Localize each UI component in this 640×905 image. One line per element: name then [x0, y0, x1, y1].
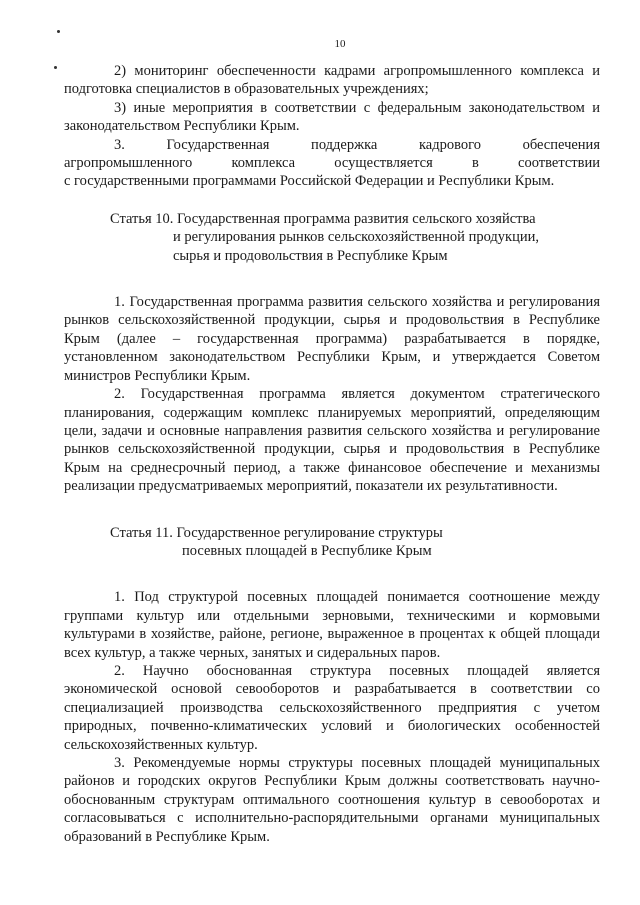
paragraph-line: 3. Государственная поддержка кадрового обеспечения: [114, 136, 600, 153]
article-title-line: посевных площадей в Республике Крым: [182, 542, 432, 559]
paragraph-monitoring: 2) мониторинг обеспеченности кадрами агропромышленного комплекса и подготовка специалистов в образовательных учреждениях;: [64, 63, 600, 98]
document-body: [64, 62, 600, 846]
article-title-line: Статья 10. Государственная программа развития сельского хозяйства: [110, 210, 536, 227]
article-11-paragraph-2: 2. Научно обоснованная структура посевных площадей является экономической основой севооборотов и разрабатывается в соответствии со специализацией производства сельскохозяйственного предприятия с учетом природных, почвенно-климатических условий и биологических особенностей сельскохозяйственных культур.: [64, 662, 600, 753]
page-number: 10: [334, 38, 346, 50]
article-11-paragraph-1: 1. Под структурой посевных площадей понимается соотношение между группами культур или отдельными зерновыми, техническими и кормовыми культурами в хозяйстве, районе, регионе, выраженное в процентах к общей площади всех культур, а также черных, занятых и сидеральных паров.: [64, 589, 600, 661]
scan-speck: [54, 66, 57, 69]
paragraph-line: с государственными программами Российской Федерации и Республики Крым.: [64, 173, 555, 190]
scan-speck: [57, 30, 60, 33]
article-10-paragraph-1: 1. Государственная программа развития сельского хозяйства и регулирования рынков сельскохозяйственной продукции, сырья и продовольствия в Республике Крым (далее – государственная программа) разрабатывается в порядке, установленном законодательством Республики Крым, и утверждается Советом министров Республики Крым.: [64, 294, 600, 384]
paragraph-line: агропромышленного комплекса осуществляется в соответствии: [64, 155, 600, 172]
article-title-line: сырья и продовольствия в Республике Крым: [173, 247, 448, 264]
article-10-paragraph-2: 2. Государственная программа является документом стратегического планирования, содержащим комплекс планируемых мероприятий, определяющим цели, задачи и основные направления развития сельского хозяйства и регулирование рынков сельскохозяйственной продукции, сырья и продовольствия в Республике Крым на среднесрочный период, а также финансовое обеспечение и механизмы реализации предусматриваемых мероприятий, показатели их результативности.: [64, 386, 600, 495]
article-title-line: и регулирования рынков сельскохозяйственной продукции,: [173, 229, 539, 246]
paragraph-other-measures: 3) иные мероприятия в соответствии с федеральным законодательством и законодательством Республики Крым.: [64, 99, 600, 135]
article-11-title: [64, 524, 600, 561]
article-title-line: Статья 11. Государственное регулирование структуры: [110, 524, 443, 541]
paragraph-state-support: [64, 136, 600, 191]
article-11-paragraph-3: 3. Рекомендуемые нормы структуры посевных площадей муниципальных районов и городских округов Республики Крым должны соответствовать научно-обоснованным структурам оптимального соотношения культур в севооборотах и согласовываться с исполнительно-распорядительными органами муниципальных образований в Республике Крым.: [64, 755, 600, 845]
article-10-title: [64, 210, 600, 265]
